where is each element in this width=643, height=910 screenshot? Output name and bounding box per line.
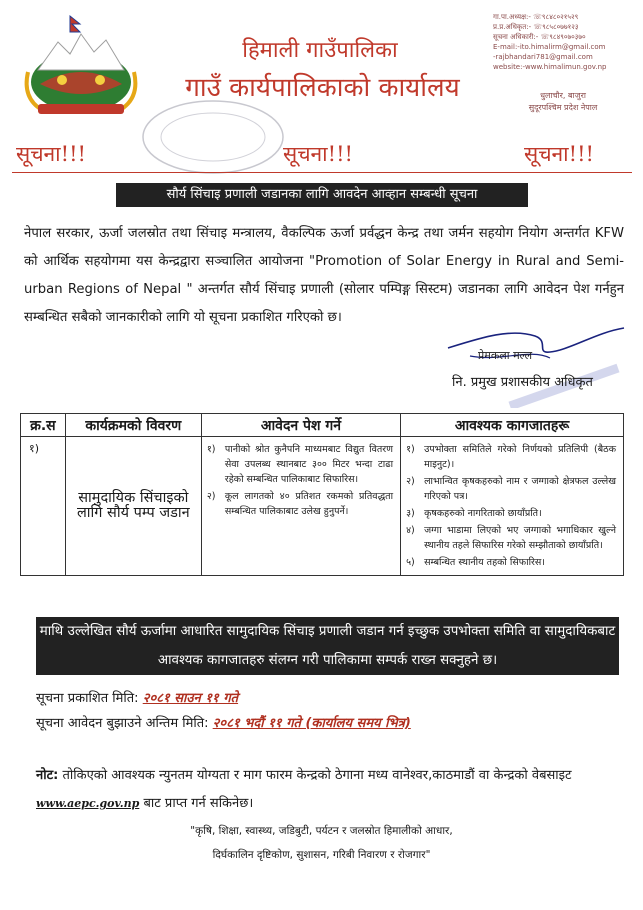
contact-website: website:-www.himalimun.gov.np (493, 63, 607, 71)
header-application: आवेदन पेश गर्ने (201, 414, 400, 437)
organization-name: हिमाली गाउँपालिका (242, 38, 398, 63)
note-text: तोकिएको आवश्यक न्युनतम योग्यता र माग फारम केन्द्रको ठेगाना मध्य वानेश्वर,काठमाडौं वा केन्द्रको वेबसाइट (62, 768, 572, 783)
notice-heading-left: सूचना!!! (16, 142, 86, 166)
serial-cell: १) (21, 437, 66, 576)
header-documents: आवश्यक कागजातहरू (401, 414, 624, 437)
notice-title: सौर्य सिंचाइ प्रणाली जडानका लागि आवदेन आव्हान सम्बन्धी सूचना (116, 183, 528, 207)
nepal-emblem-icon (18, 12, 144, 116)
notice-heading-center: सूचना!!! (283, 142, 353, 166)
website-link[interactable]: www.aepc.gov.np (36, 797, 140, 810)
published-date-label: सूचना प्रकाशित मिति: (36, 691, 139, 706)
list-item: १) उपभोक्ता समितिले गरेको निर्णयको प्रतिलिपी (बैठक माइनुट)। (406, 444, 616, 470)
note-paragraph (36, 762, 626, 818)
intro-paragraph: नेपाल सरकार, ऊर्जा जलस्रोत तथा सिंचाइ मन्त्रालय, वैकल्पिक ऊर्जा प्रर्वद्धन केन्द्र तथा जर्मन सहयोग नियोग अन्तर्गत KFW को आर्थिक सहयोगमा यस केन्द्रद्वारा सञ्चालित आयोजना "Promotion of Solar Energy in Rural and Semi-urban Regions of Nepal " अन्तर्गत सौर्य सिंचाइ प्रणाली (सोलार पम्पिङ्ग सिस्टम) जडानका लागि आवेदन पेश गर्नहुन सम्बन्धित सबैको जानकारीको लागि यो सूचना प्रकाशित गरिएको छ। (24, 226, 624, 325)
signature-icon (440, 318, 630, 408)
published-date-value: २०८१ साउन ११ गते (142, 691, 239, 706)
requirements-table (20, 413, 624, 576)
list-item: २) कूल लागतको ४० प्रतिशत रकमको प्रतिवद्धता सम्बन्धित पालिकाबाट उलेख हुनुपर्ने। (206, 491, 394, 517)
deadline-date-label: सूचना आवेदन बुझाउने अन्तिम मिति: (36, 716, 209, 731)
program-cell: सामुदायिक सिंचाइको लागि सौर्य पम्प जडान (65, 437, 201, 576)
application-cell (201, 437, 400, 576)
contact-info (493, 12, 641, 72)
office-name: गाउँ कार्यपालिकाको कार्यालय (185, 73, 460, 103)
footer-motto-line2: दिर्घकालिन दृष्टिकोण, सुशासन, गरिबी निवारण र रोजगार" (212, 849, 431, 861)
signatory-title: नि. प्रमुख प्रशासकीय अधिकृत (452, 375, 593, 390)
contact-line: गा.पा.अध्यक्ष:- ☏९८४८०२१५२९ (493, 13, 579, 21)
list-item: ३) कृषकहरुको नागरिताको छायाँप्रति। (406, 508, 542, 519)
list-item: २) लाभान्वित कृषकहरुको नाम र जग्गाको क्षेत्रफल उल्लेख गरिएको पत्र। (406, 476, 616, 502)
header-serial: क्र.स (21, 414, 66, 437)
list-item: ४) जग्गा भाडामा लिएको भए जग्गाको भगाधिकार खुल्ने स्थानीय तहले सिफारिस गरेको सम्झौताको छायाँप्रति। (406, 525, 616, 551)
header-program: कार्यक्रमको विवरण (65, 414, 201, 437)
table-header-row (21, 414, 624, 437)
published-date (36, 688, 238, 706)
contact-email: E-mail:-ito.himalirm@gmail.com (493, 43, 606, 51)
documents-list (402, 438, 622, 574)
contact-email: -rajbhandari781@gmail.com (493, 53, 593, 61)
application-list (203, 438, 399, 523)
address-line: धुलाचौर, बाजुरा (540, 91, 586, 100)
office-address (493, 90, 633, 114)
table-row (21, 437, 624, 576)
deadline-date (36, 713, 411, 731)
list-item: ५) सम्बन्धित स्थानीय तहको सिफारिस। (406, 557, 545, 568)
contact-line: प्र.प्र.अधिकृत:- ☏९८५८०७७१२३ (493, 23, 579, 31)
list-item: १) पानीको श्रोत कुनैपनि माध्यमबाट विद्युत वितरण सेवा उपलब्ध स्थानबाट ३०० मिटर भन्दा टाढा रहेको सम्बन्धित पालिकाबाट सिफारिस। (206, 444, 394, 485)
bottom-notice: माथि उल्लेखित सौर्य ऊर्जामा आधारित सामुदायिक सिंचाइ प्रणाली जडान गर्न इच्छुक उपभोक्ता समिति वा सामुदायिकबाट आवश्यक कागजातहरु संलग्न गरी पालिकामा सम्पर्क राख्न सक्नुहने छ। (36, 617, 619, 675)
contact-line: सूचना अधिकारी:- ☏९८४९०७०३७० (493, 33, 586, 41)
note-suffix: बाट प्राप्त गर्न सकिनेछ। (143, 796, 254, 811)
address-line: सुदूरपश्चिम प्रदेश नेपाल (528, 103, 598, 112)
note-label: नोट: (36, 768, 59, 783)
header-divider (12, 172, 632, 173)
footer-motto-line1: "कृषि, शिक्षा, स्वास्थ्य, जडिबुटी, पर्यटन र जलस्रोत हिमालीको आधार, (190, 825, 453, 837)
office-seal-icon (138, 96, 288, 178)
notice-heading-right: सूचना!!! (524, 142, 594, 166)
deadline-date-value: २०८१ भदौं ११ गते (कार्यालय समय भित्र) (212, 716, 411, 731)
documents-cell (401, 437, 624, 576)
signatory-name: प्रेमकला मल्ल (478, 349, 533, 362)
